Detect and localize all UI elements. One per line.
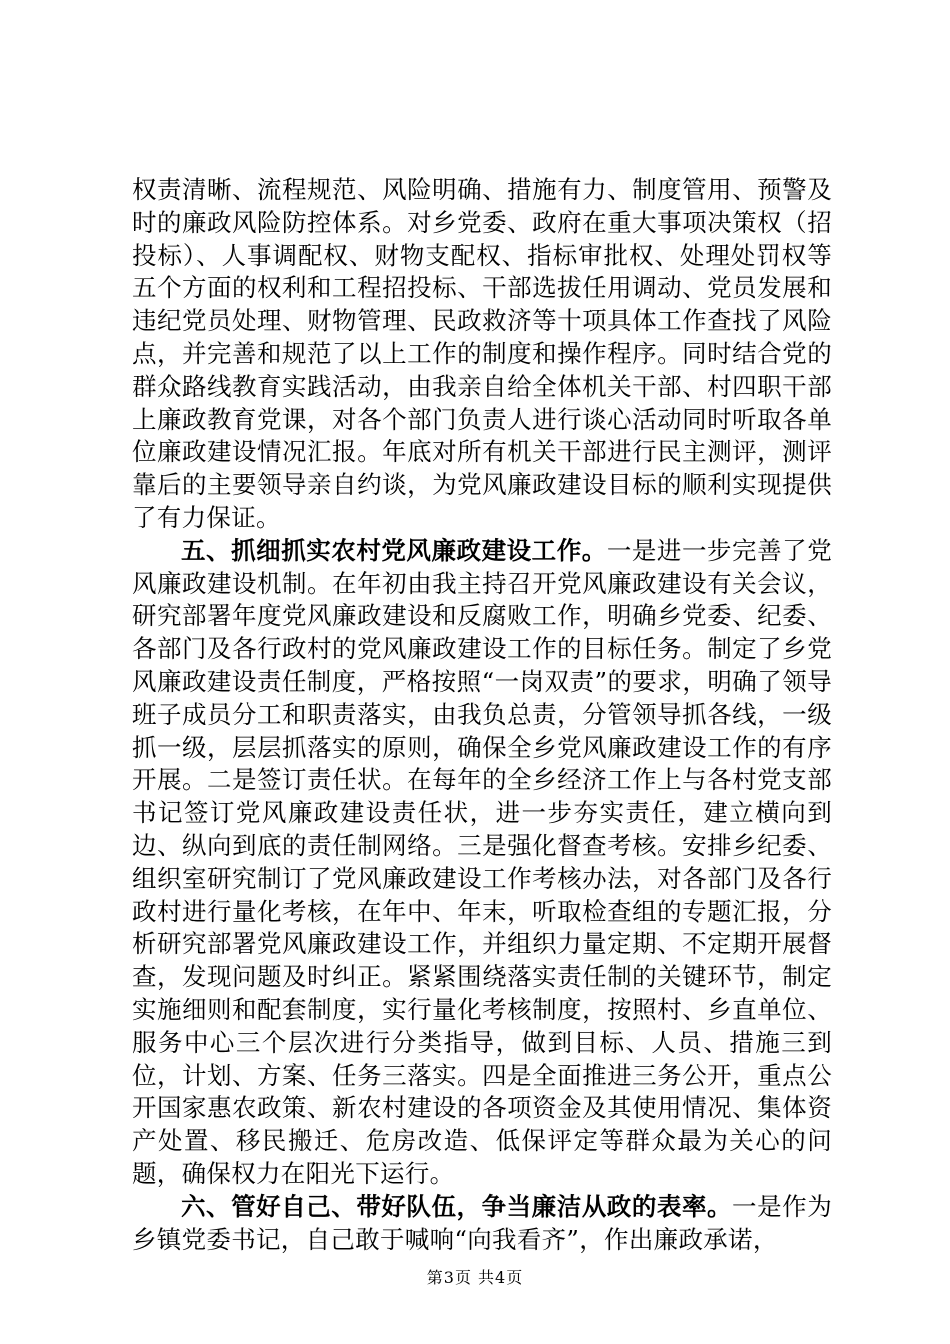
paragraph-1 bbox=[132, 174, 832, 535]
paragraph-3-text: 一是作为乡镇党委书记，自己敢于喊响“向我看齐”，作出廉政承诺， bbox=[132, 1191, 832, 1254]
paragraph-1-text: 权责清晰、流程规范、风险明确、措施有力、制度管用、预警及时的廉政风险防控体系。对乡党委、政府在重大事项决策权（招投标）、人事调配权、财物支配权、指标审批权、处理处罚权等五个方面的权利和工程招投标、干部选拔任用调动、党员发展和违纪党员处理、财物管理、民政救济等十项具体工作查找了风险点，并完善和规范了以上工作的制度和操作程序。同时结合党的群众路线教育实践活动，由我亲自给全体机关干部、村四职干部上廉政教育党课，对各个部门负责人进行谈心活动同时听取各单位廉政建设情况汇报。年底对所有机关干部进行民主测评，测评靠后的主要领导亲自约谈，为党风廉政建设目标的顺利实现提供了有力保证。 bbox=[132, 175, 832, 532]
section-5-heading: 五、抓细抓实农村党风廉政建设工作。 bbox=[181, 535, 607, 565]
body-text bbox=[132, 174, 832, 1256]
paragraph-2-text: 一是进一步完善了党风廉政建设机制。在年初由我主持召开党风廉政建设有关会议，研究部署年度党风廉政建设和反腐败工作，明确乡党委、纪委、各部门及各行政村的党风廉政建设工作的目标任务。制定了乡党风廉政建设责任制度，严格按照“一岗双责”的要求，明确了领导班子成员分工和职责落实，由我负总责，分管领导抓各线，一级抓一级，层层抓落实的原则，确保全乡党风廉政建设工作的有序开展。二是签订责任状。在每年的全乡经济工作上与各村党支部书记签订党风廉政建设责任状，进一步夯实责任，建立横向到边、纵向到底的责任制网络。三是强化督查考核。安排乡纪委、组织室研究制订了党风廉政建设工作考核办法，对各部门及各行政村进行量化考核，在年中、年末，听取检查组的专题汇报，分析研究部署党风廉政建设工作，并组织力量定期、不定期开展督查，发现问题及时纠正。紧紧围绕落实责任制的关键环节，制定实施细则和配套制度，实行量化考核制度，按照村、乡直单位、服务中心三个层次进行分类指导，做到目标、人员、措施三到位，计划、方案、任务三落实。四是全面推进三务公开，重点公开国家惠农政策、新农村建设的各项资金及其使用情况、集体资产处置、移民搬迁、危房改造、低保评定等群众最为关心的问题，确保权力在阳光下运行。 bbox=[132, 535, 832, 1188]
paragraph-2 bbox=[132, 535, 832, 1191]
page-footer: 第3页 共4页 bbox=[426, 1268, 524, 1287]
paragraph-3 bbox=[132, 1191, 832, 1257]
section-6-heading: 六、管好自己、带好队伍，争当廉洁从政的表率。 bbox=[181, 1191, 733, 1221]
